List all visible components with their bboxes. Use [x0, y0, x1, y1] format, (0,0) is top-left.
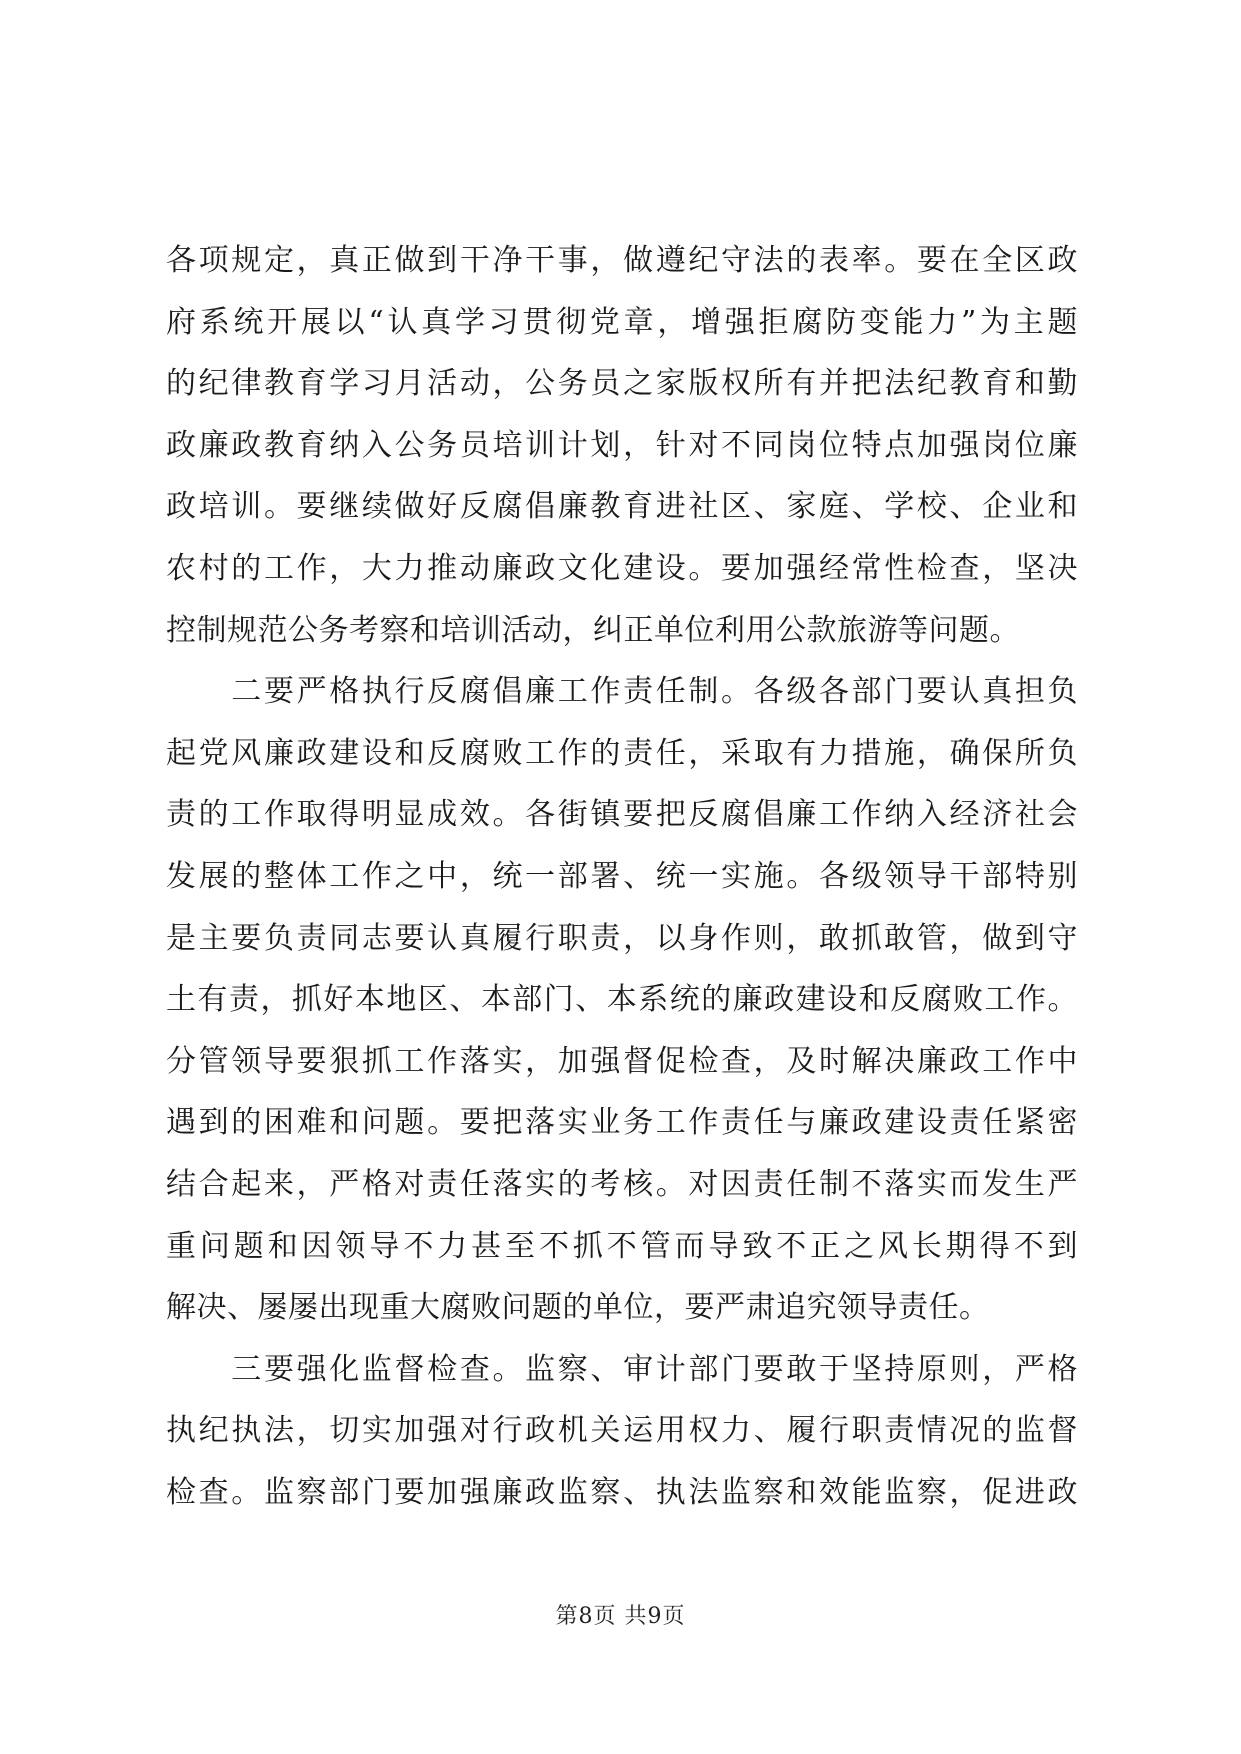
text-line: 二要严格执行反腐倡廉工作责任制。各级各部门要认真担负: [166, 674, 1078, 710]
text-line: 农村的工作，大力推动廉政文化建设。要加强经常性检查，坚决: [166, 550, 1078, 586]
text-line: 土有责，抓好本地区、本部门、本系统的廉政建设和反腐败工作。: [166, 982, 1078, 1018]
text-line: 分管领导要狠抓工作落实，加强督促检查，及时解决廉政工作中: [166, 1043, 1078, 1079]
text-line: 政培训。要继续做好反腐倡廉教育进社区、家庭、学校、企业和: [166, 489, 1078, 525]
text-line: 遇到的困难和问题。要把落实业务工作责任与廉政建设责任紧密: [166, 1105, 1078, 1141]
text-line: 结合起来，严格对责任落实的考核。对因责任制不落实而发生严: [166, 1166, 1078, 1202]
body-text: [166, 230, 1078, 1523]
text-line: 各项规定，真正做到干净干事，做遵纪守法的表率。要在全区政: [166, 243, 1078, 278]
text-line: 府系统开展以“认真学习贯彻党章，增强拒腐防变能力”为主题: [166, 304, 1078, 340]
text-line: 重问题和因领导不力甚至不抓不管而导致不正之风长期得不到: [166, 1228, 1078, 1264]
text-line: 控制规范公务考察和培训活动，纠正单位利用公款旅游等问题。: [166, 612, 1020, 648]
text-line: 三要强化监督检查。监察、审计部门要敢于坚持原则，严格: [166, 1351, 1078, 1387]
text-line: 执纪执法，切实加强对行政机关运用权力、履行职责情况的监督: [166, 1413, 1078, 1449]
text-line: 政廉政教育纳入公务员培训计划，针对不同岗位特点加强岗位廉: [166, 427, 1078, 463]
text-line: 发展的整体工作之中，统一部署、统一实施。各级领导干部特别: [166, 858, 1078, 894]
text-line: 责的工作取得明显成效。各街镇要把反腐倡廉工作纳入经济社会: [166, 797, 1078, 833]
page-footer: 第8页 共9页: [555, 1604, 686, 1629]
text-line: 的纪律教育学习月活动，公务员之家版权所有并把法纪教育和勤: [166, 366, 1078, 402]
text-line: 起党风廉政建设和反腐败工作的责任，采取有力措施，确保所负: [166, 735, 1078, 771]
text-line: 是主要负责同志要认真履行职责，以身作则，敢抓敢管，做到守: [166, 920, 1078, 956]
text-line: 解决、屡屡出现重大腐败问题的单位，要严肃追究领导责任。: [166, 1290, 990, 1326]
text-line: 检查。监察部门要加强廉政监察、执法监察和效能监察，促进政: [166, 1474, 1078, 1510]
